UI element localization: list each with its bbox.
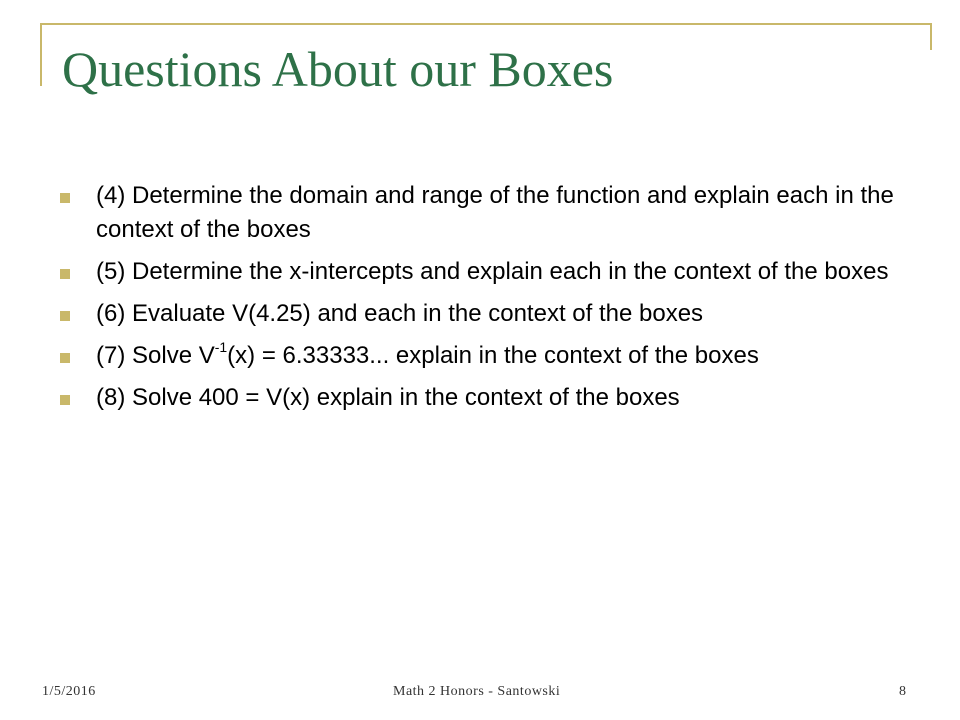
- frame-left-line: [40, 23, 42, 86]
- footer-page-number: 8: [899, 684, 907, 699]
- bullet-text: (5) Determine the x-intercepts and explain each in the context of the boxes: [96, 258, 889, 285]
- bullet-text: (8) Solve 400 = V(x) explain in the context of the boxes: [96, 384, 680, 411]
- square-bullet-icon: [60, 269, 70, 279]
- frame-right-line: [930, 23, 932, 50]
- square-bullet-icon: [60, 311, 70, 321]
- bullet-item: [96, 381, 896, 415]
- square-bullet-icon: [60, 353, 70, 363]
- footer-date: 1/5/2016: [42, 684, 96, 699]
- bullet-item: [96, 255, 896, 289]
- bullet-text: (4) Determine the domain and range of the function and explain each in the context of the boxes: [96, 182, 894, 243]
- bullet-text-start: (7) Solve V: [96, 342, 215, 369]
- slide-title: Questions About our Boxes: [62, 41, 614, 97]
- bullet-list: [96, 179, 896, 423]
- square-bullet-icon: [60, 395, 70, 405]
- bullet-item: [96, 297, 896, 331]
- square-bullet-icon: [60, 193, 70, 203]
- bullet-item: [96, 339, 896, 373]
- footer-course-title: Math 2 Honors - Santowski: [393, 684, 561, 699]
- bullet-item: [96, 179, 896, 247]
- inverse-superscript: -1: [214, 339, 228, 355]
- frame-top-line: [40, 23, 932, 25]
- bullet-text-end: (x) = 6.33333... explain in the context of the boxes: [227, 342, 759, 369]
- bullet-text: (6) Evaluate V(4.25) and each in the context of the boxes: [96, 300, 704, 327]
